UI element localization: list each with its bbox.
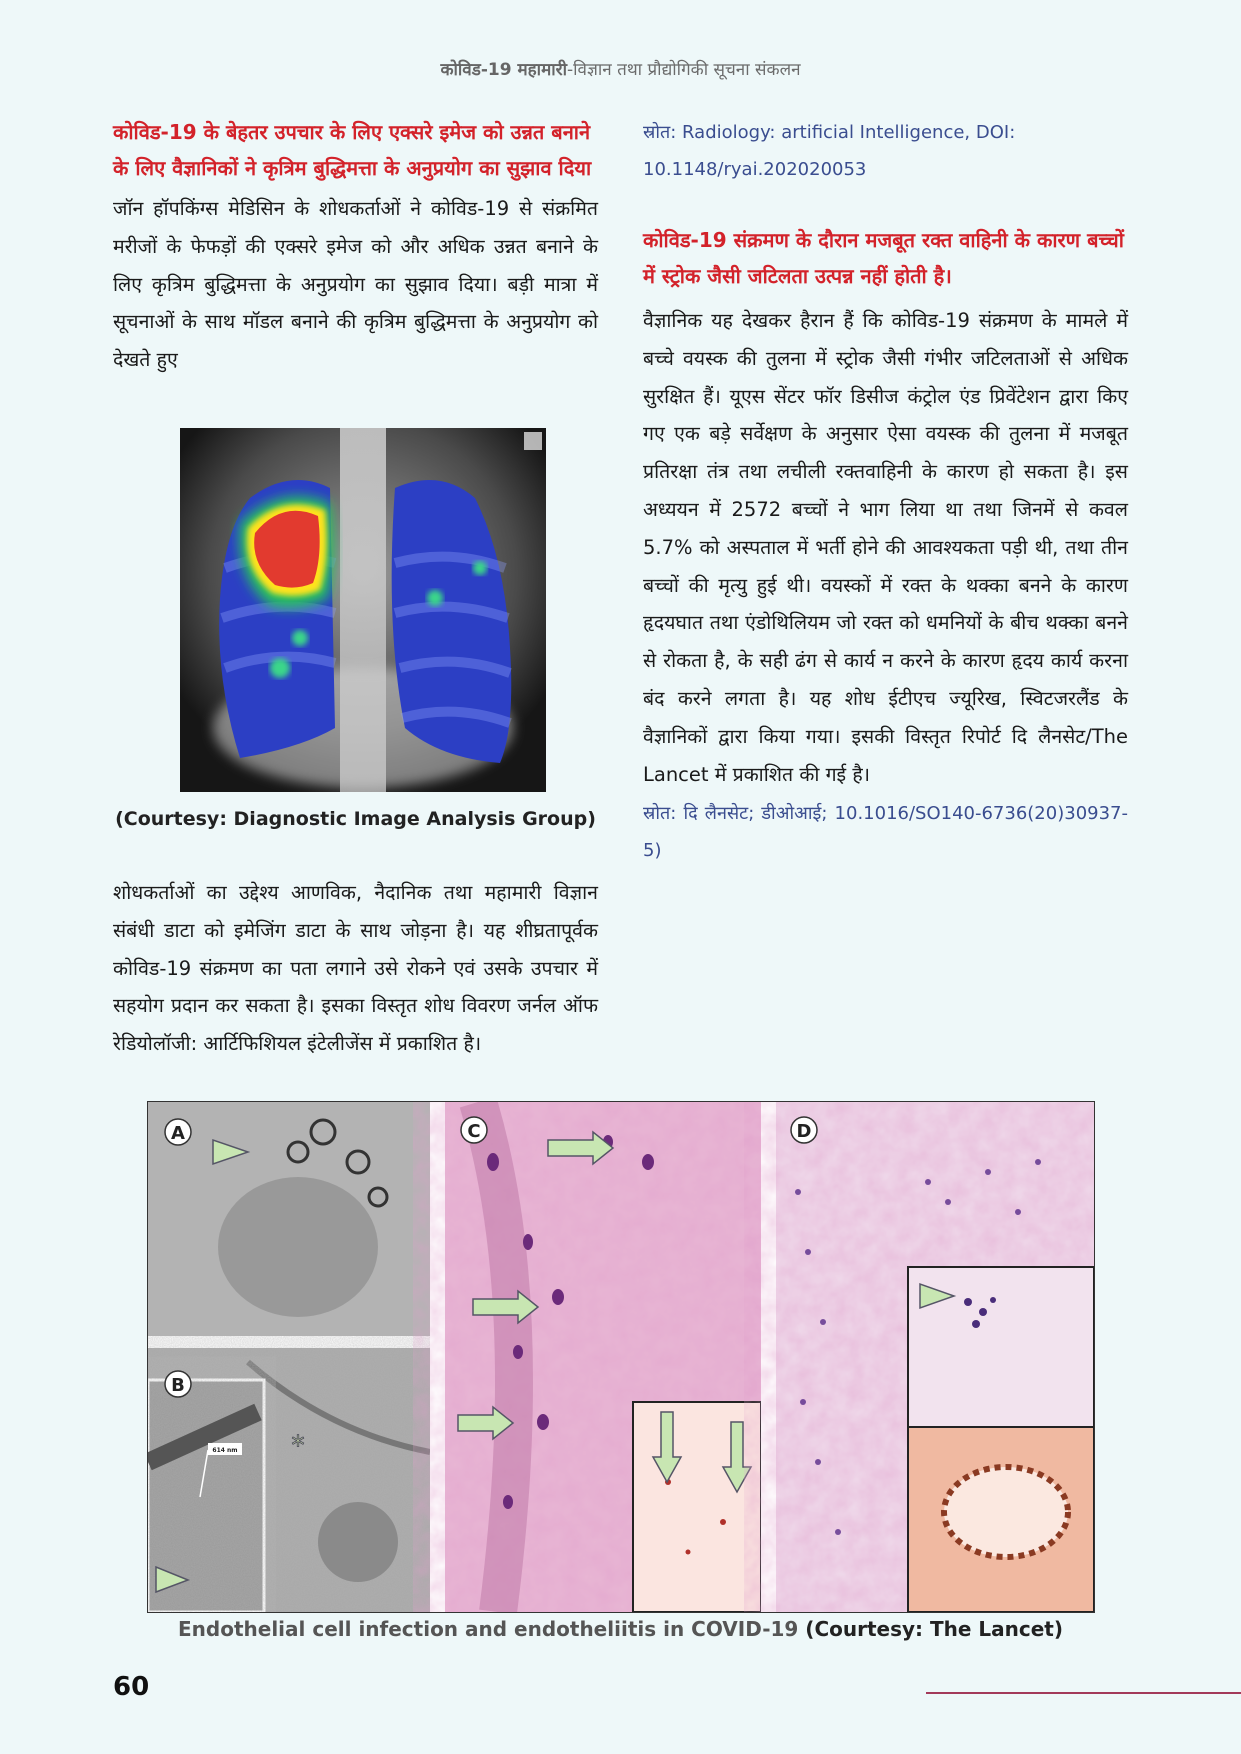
- svg-text:*: *: [291, 1431, 305, 1461]
- panel-d-label: D: [796, 1121, 812, 1142]
- lung-xray-heatmap-image: [180, 428, 546, 792]
- figure-caption: [0, 1617, 1241, 1641]
- left-article-paragraph-1: जॉन हॉपकिंग्स मेडिसिन के शोधकर्ताओं ने कोविड-19 से संक्रमित मरीजों के फेफड़ों की एक्सरे इमेज को और अधिक उन्नत बनाने के लिए कृत्रिम बुद्धिमत्ता के अनुप्रयोग का सुझाव दिया। बड़ी मात्रा में सूचनाओं के साथ मॉडल बनाने की कृत्रिम बुद्धिमत्ता के अनुप्रयोग को देखते हुए: [113, 197, 598, 372]
- header-rest: -विज्ञान तथा प्रौद्योगिकी सूचना संकलन: [567, 60, 801, 80]
- left-article-title: कोविड-19 के बेहतर उपचार के लिए एक्सरे इमेज को उन्नत बनाने के लिए वैज्ञानिकों ने कृत्रिम बुद्धिमत्ता के अनुप्रयोग का सुझाव दिया: [113, 120, 592, 180]
- running-header: [0, 57, 1241, 80]
- panel-c-label: C: [467, 1121, 481, 1142]
- header-bold: कोविड-19 महामारी: [440, 60, 567, 80]
- right-article-title: कोविड-19 संक्रमण के दौरान मजबूत रक्त वाहिनी के कारण बच्चों में स्ट्रोक जैसी जटिलता उत्पन्न नहीं होती है।: [643, 228, 1124, 288]
- left-article-paragraph-2: शोधकर्ताओं का उद्देश्य आणविक, नैदानिक तथा महामारी विज्ञान संबंधी डाटा को इमेजिंग डाटा के साथ जोड़ना है। यह शीघ्रतापूर्वक कोविड-19 संक्रमण का पता लगाने उसे रोकने एवं उसके उपचार में सहयोग प्रदान कर सकता है। इसका विस्तृत शोध विवरण जर्नल ऑफ रेडियोलॉजी: आर्टिफिशियल इंटेलीजेंस में प्रकाशित है।: [113, 881, 599, 1056]
- panel-b-label: B: [171, 1375, 185, 1396]
- figure-caption-main: Endothelial cell infection and endotheliitis in COVID-19: [178, 1617, 799, 1641]
- endothelial-microscopy-figure: [147, 1101, 1095, 1613]
- source-radiology: स्रोत: Radiology: artificial Intelligence, DOI: 10.1148/ryai.202020053: [643, 122, 1016, 180]
- footer-rule: [926, 1692, 1241, 1694]
- page-number: 60: [113, 1672, 150, 1702]
- left-column-lower: [113, 874, 598, 1063]
- left-column: [113, 114, 598, 379]
- xray-image-caption: (Courtesy: Diagnostic Image Analysis Group): [115, 808, 596, 830]
- scale-bar-label: 614 nm: [212, 1447, 238, 1454]
- figure-caption-courtesy: (Courtesy: The Lancet): [805, 1617, 1063, 1641]
- right-column: [643, 114, 1128, 869]
- source-lancet: स्रोत: दि लैनसेट; डीओआई; 10.1016/SO140-6736(20)30937-5): [643, 803, 1128, 862]
- panel-a-label: A: [171, 1123, 185, 1144]
- right-article-paragraph: वैज्ञानिक यह देखकर हैरान हैं कि कोविड-19 संक्रमण के मामले में बच्चे वयस्क की तुलना में स्ट्रोक जैसी गंभीर जटिलताओं से अधिक सुरक्षित हैं। यूएस सेंटर फॉर डिसीज कंट्रोल एंड प्रिवेंटेशन द्वारा किए गए एक बड़े सर्वेक्षण के अनुसार ऐसा वयस्क की तुलना में मजबूत प्रतिरक्षा तंत्र तथा लचीली रक्तवाहिनी के कारण हो सकता है। इस अध्ययन में 2572 बच्चों ने भाग लिया था तथा जिनमें से कवल 5.7% को अस्पताल में भर्ती होने की आवश्यकता पड़ी थी, तथा तीन बच्चों की मृत्यु हुई थी। वयस्कों में रक्त के थक्का बनने के कारण हृदयघात तथा एंडोथिलियम जो रक्त को धमनियों के बीच थक्का बनने से रोकता है, के सही ढंग से कार्य न करने के कारण हृदय कार्य करना बंद करने लगता है। यह शोध ईटीएच ज्यूरिख, स्विटजरलैंड के वैज्ञानिकों द्वारा किया गया। इसकी विस्तृत रिपोर्ट दि लैनसेट/The Lancet में प्रकाशित की गई है।: [643, 309, 1128, 786]
